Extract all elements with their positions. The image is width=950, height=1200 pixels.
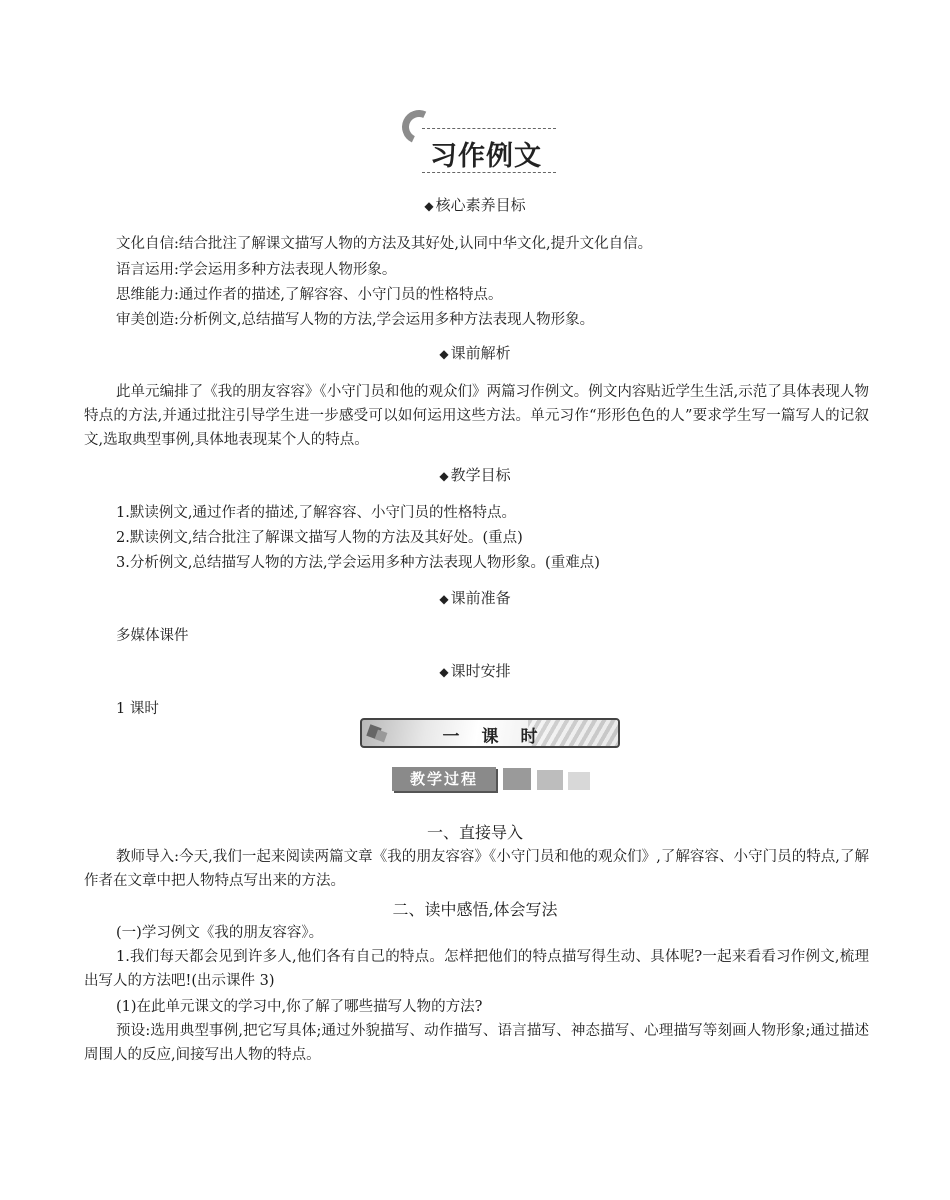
section-heading-goals <box>0 464 950 485</box>
analysis-paragraph: 此单元编排了《我的朋友容容》《小守门员和他的观众们》两篇习作例文。例文内容贴近学生生活,示范了具体表现人物特点的方法,并通过批注引导学生进一步感受可以如何运用这些方法。单元习作“形形色色的人”要求学生写一篇写人的记叙文,选取典型事例,具体地表现某个人的特点。 <box>84 384 869 448</box>
part1-heading: 一、直接导入 <box>426 823 523 842</box>
process-block-decoration <box>503 768 531 790</box>
section-heading-text: 核心素养目标 <box>435 196 526 214</box>
section-heading-text: 课前准备 <box>450 589 511 607</box>
part2-answer: 预设:选用典型事例,把它写具体;通过外貌描写、动作描写、语言描写、神态描写、心理描写等刻画人物形象;通过描述周围人的反应,间接写出人物的特点。 <box>84 1023 869 1063</box>
section-heading-text: 教学目标 <box>450 466 511 484</box>
process-label: 教学过程 <box>392 767 496 791</box>
diamond-icon: ◆ <box>439 347 449 361</box>
lesson-banner <box>360 718 620 748</box>
section-heading-prep <box>0 587 950 608</box>
section-heading-core <box>0 194 950 215</box>
core-item: 文化自信:结合批注了解课文描写人物的方法及其好处,认同中华文化,提升文化自信。 <box>116 236 653 252</box>
goal-item: 2.默读例文,结合批注了解课文描写人物的方法及其好处。(重点) <box>116 530 523 546</box>
diamond-icon: ◆ <box>439 592 449 606</box>
part2-question: (1)在此单元课文的学习中,你了解了哪些描写人物的方法? <box>116 999 483 1015</box>
core-item: 语言运用:学会运用多种方法表现人物形象。 <box>116 262 397 278</box>
part2-heading: 二、读中感悟,体会写法 <box>392 900 558 919</box>
part2-subheading: (一)学习例文《我的朋友容容》。 <box>116 925 324 941</box>
banner-text: 一课时 <box>442 727 560 747</box>
core-item: 思维能力:通过作者的描述,了解容容、小守门员的性格特点。 <box>116 287 503 303</box>
process-block-decoration <box>537 770 563 790</box>
diamond-icon: ◆ <box>439 665 449 679</box>
title-block <box>400 108 560 180</box>
section-heading-analysis <box>0 342 950 363</box>
section-heading-schedule <box>0 660 950 681</box>
process-label-block <box>392 766 602 794</box>
goal-item: 3.分析例文,总结描写人物的方法,学会运用多种方法表现人物形象。(重难点) <box>116 555 600 571</box>
section-heading-text: 课时安排 <box>450 662 511 680</box>
core-item: 审美创造:分析例文,总结描写人物的方法,学会运用多种方法表现人物形象。 <box>116 312 595 328</box>
goal-item: 1.默读例文,通过作者的描述,了解容容、小守门员的性格特点。 <box>116 505 517 521</box>
part2-paragraph: 1.我们每天都会见到许多人,他们各有自己的特点。怎样把他们的特点描写得生动、具体呢?一起来看看习作例文,梳理出写人的方法吧!(出示课件 3) <box>84 949 869 989</box>
part1-paragraph: 教师导入:今天,我们一起来阅读两篇文章《我的朋友容容》《小守门员和他的观众们》,了解容容、小守门员的特点,了解作者在文章中把人物特点写出来的方法。 <box>84 849 869 889</box>
page-title: 习作例文 <box>430 141 542 172</box>
prep-text: 多媒体课件 <box>116 628 189 644</box>
diamond-icon: ◆ <box>424 199 434 213</box>
schedule-text: 1 课时 <box>116 701 159 717</box>
title-dash-line <box>422 128 556 129</box>
process-block-decoration <box>568 772 590 790</box>
diamond-icon: ◆ <box>439 469 449 483</box>
section-heading-text: 课前解析 <box>450 344 511 362</box>
